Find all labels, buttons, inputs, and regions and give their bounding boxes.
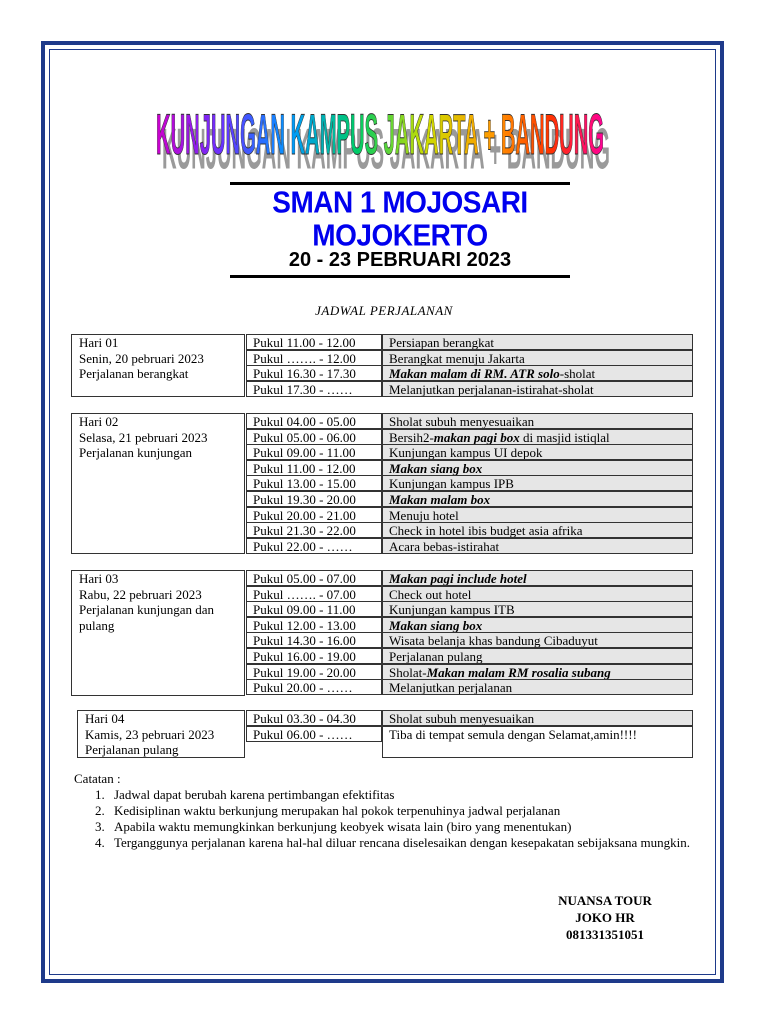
title-text: KUNJUNGAN KAMPUS JAKARTA + BANDUNG: [156, 103, 604, 168]
day-day: Hari 02: [79, 414, 119, 429]
schedule-activity: [382, 460, 693, 476]
company-name: NUANSA TOUR: [558, 893, 652, 908]
activity-post: -sholat: [559, 366, 596, 381]
activity-pre: Sholat-: [389, 665, 427, 680]
schedule-title: JADWAL PERJALANAN: [315, 303, 453, 318]
activity-pre: Kunjungan kampus UI depok: [389, 445, 543, 460]
activity-pre: Wisata belanja khas bandung Cibaduyut: [389, 633, 598, 648]
schedule-time: Pukul ……. - 12.00: [246, 350, 382, 366]
schedule-activity: [382, 726, 693, 758]
activity-pre: Acara bebas-istirahat: [389, 539, 500, 554]
schedule-activity: [382, 522, 693, 538]
schedule-time: Pukul 09.00 - 11.00: [246, 444, 382, 460]
schedule-activity: [382, 632, 693, 648]
activity-pre: Tiba di tempat semula dengan Selamat,amin!!!!: [389, 727, 637, 742]
schedule-activity: [382, 679, 693, 695]
activity-pre: Perjalanan pulang: [389, 649, 483, 664]
activity-pre: Melanjutkan perjalanan-istirahat-sholat: [389, 382, 594, 397]
activity-bold: Makan malam RM rosalia subang: [426, 665, 611, 680]
schedule-time: Pukul 14.30 - 16.00: [246, 632, 382, 648]
schedule-time: Pukul 13.00 - 15.00: [246, 475, 382, 491]
schedule-time: Pukul 21.30 - 22.00: [246, 522, 382, 538]
day-day: Hari 03: [79, 571, 119, 586]
day-info: [79, 414, 241, 461]
school-name: SMAN 1 MOJOSARI MOJOKERTO: [272, 184, 528, 252]
title-shadow: KUNJUNGAN KAMPUS JAKARTA + BANDUNG: [162, 117, 610, 172]
schedule-activity: [382, 710, 693, 726]
activity-bold: Makan siang box: [389, 618, 483, 633]
day-desc: Perjalanan kunjungan: [79, 445, 192, 460]
activity-pre: Berangkat menuju Jakarta: [389, 351, 525, 366]
day-desc: Perjalanan berangkat: [79, 366, 189, 381]
day-date: Rabu, 22 pebruari 2023: [79, 586, 202, 602]
school-header: [230, 182, 570, 278]
schedule-activity: [382, 365, 693, 381]
activity-pre: Sholat subuh menyesuaikan: [389, 414, 535, 429]
schedule-time: Pukul 11.00 - 12.00: [246, 334, 382, 350]
day-date: Selasa, 21 pebruari 2023: [79, 429, 208, 445]
activity-bold: Makan malam box: [389, 492, 491, 507]
day-desc: Perjalanan kunjungan dan pulang: [79, 602, 215, 633]
schedule-activity: [382, 617, 693, 633]
schedule-time: Pukul 11.00 - 12.00: [246, 460, 382, 476]
activity-pre: Sholat subuh menyesuaikan: [389, 711, 535, 726]
activity-pre: Kunjungan kampus ITB: [389, 602, 515, 617]
contact-name: JOKO HR: [575, 910, 635, 925]
schedule-time: Pukul 03.30 - 04.30: [246, 710, 382, 726]
activity-bold: Makan malam di RM. ATR solo: [389, 366, 560, 381]
schedule-activity: [382, 664, 693, 680]
activity-pre: Kunjungan kampus IPB: [389, 476, 514, 491]
schedule-activity: [382, 475, 693, 491]
schedule-activity: [382, 507, 693, 523]
day-day: Hari 04: [85, 711, 125, 726]
day-desc: Perjalanan pulang: [85, 742, 179, 757]
notes: [74, 771, 694, 851]
activity-post: di masjid istiqlal: [519, 430, 610, 445]
schedule-time: Pukul 17.30 - ……: [246, 381, 382, 397]
schedule-activity: [382, 381, 693, 397]
schedule-time: Pukul 05.00 - 07.00: [246, 570, 382, 586]
activity-bold: Makan siang box: [389, 461, 483, 476]
notes-list: [74, 787, 694, 851]
schedule-time: Pukul 20.00 - ……: [246, 679, 382, 695]
schedule-time: Pukul 12.00 - 13.00: [246, 617, 382, 633]
trip-dates: 20 - 23 PEBRUARI 2023: [288, 249, 512, 271]
schedule-activity: [382, 350, 693, 366]
schedule-time: Pukul 22.00 - ……: [246, 538, 382, 554]
school-rule-bottom: [230, 275, 570, 278]
activity-pre: Persiapan berangkat: [389, 335, 495, 350]
schedule-activity: [382, 429, 693, 445]
schedule-activity: [382, 334, 693, 350]
schedule-time: Pukul 09.00 - 11.00: [246, 601, 382, 617]
activity-bold: Makan pagi include hotel: [389, 571, 527, 586]
schedule-time: Pukul 04.00 - 05.00: [246, 413, 382, 429]
page-title: [150, 82, 620, 172]
activity-pre: Melanjutkan perjalanan: [389, 680, 513, 695]
day-info: [85, 711, 241, 758]
activity-bold: makan pagi box: [433, 430, 520, 445]
signature: [520, 892, 690, 943]
schedule-activity: [382, 413, 693, 429]
schedule-activity: [382, 570, 693, 586]
schedule-activity: [382, 601, 693, 617]
day-day: Hari 01: [79, 335, 119, 350]
schedule-activity: [382, 648, 693, 664]
note-item: 3. Apabila waktu memungkinkan berkunjung keobyek wisata lain (biro yang menentukan): [108, 819, 694, 835]
schedule-activity: [382, 444, 693, 460]
day-info: [79, 335, 241, 382]
schedule-time: Pukul 16.00 - 19.00: [246, 648, 382, 664]
activity-pre: Bersih2-: [389, 430, 434, 445]
schedule-time: Pukul 16.30 - 17.30: [246, 365, 382, 381]
contact-phone: 081331351051: [566, 927, 644, 942]
schedule-time: Pukul 06.00 - ……: [246, 726, 382, 742]
schedule-time: Pukul 19.30 - 20.00: [246, 491, 382, 507]
activity-pre: Check in hotel ibis budget asia afrika: [389, 523, 583, 538]
schedule-activity: [382, 491, 693, 507]
day-date: Kamis, 23 pebruari 2023: [85, 726, 215, 742]
activity-pre: Menuju hotel: [389, 508, 459, 523]
schedule-time: Pukul 20.00 - 21.00: [246, 507, 382, 523]
activity-pre: Check out hotel: [389, 587, 472, 602]
schedule-activity: [382, 586, 693, 602]
schedule-time: Pukul 19.00 - 20.00: [246, 664, 382, 680]
schedule-time: Pukul ……. - 07.00: [246, 586, 382, 602]
schedule-time: Pukul 05.00 - 06.00: [246, 429, 382, 445]
day-info: [79, 571, 241, 633]
notes-label: Catatan :: [74, 771, 121, 786]
schedule-activity: [382, 538, 693, 554]
note-item: 1. Jadwal dapat berubah karena pertimbangan efektifitas: [108, 787, 694, 803]
note-item: 4. Terganggunya perjalanan karena hal-hal diluar rencana diselesaikan dengan kesepakatan sebijaksana mungkin.: [108, 835, 694, 851]
note-item: 2. Kedisiplinan waktu berkunjung merupakan hal pokok terpenuhinya jadwal perjalanan: [108, 803, 694, 819]
day-date: Senin, 20 pebruari 2023: [79, 350, 204, 366]
